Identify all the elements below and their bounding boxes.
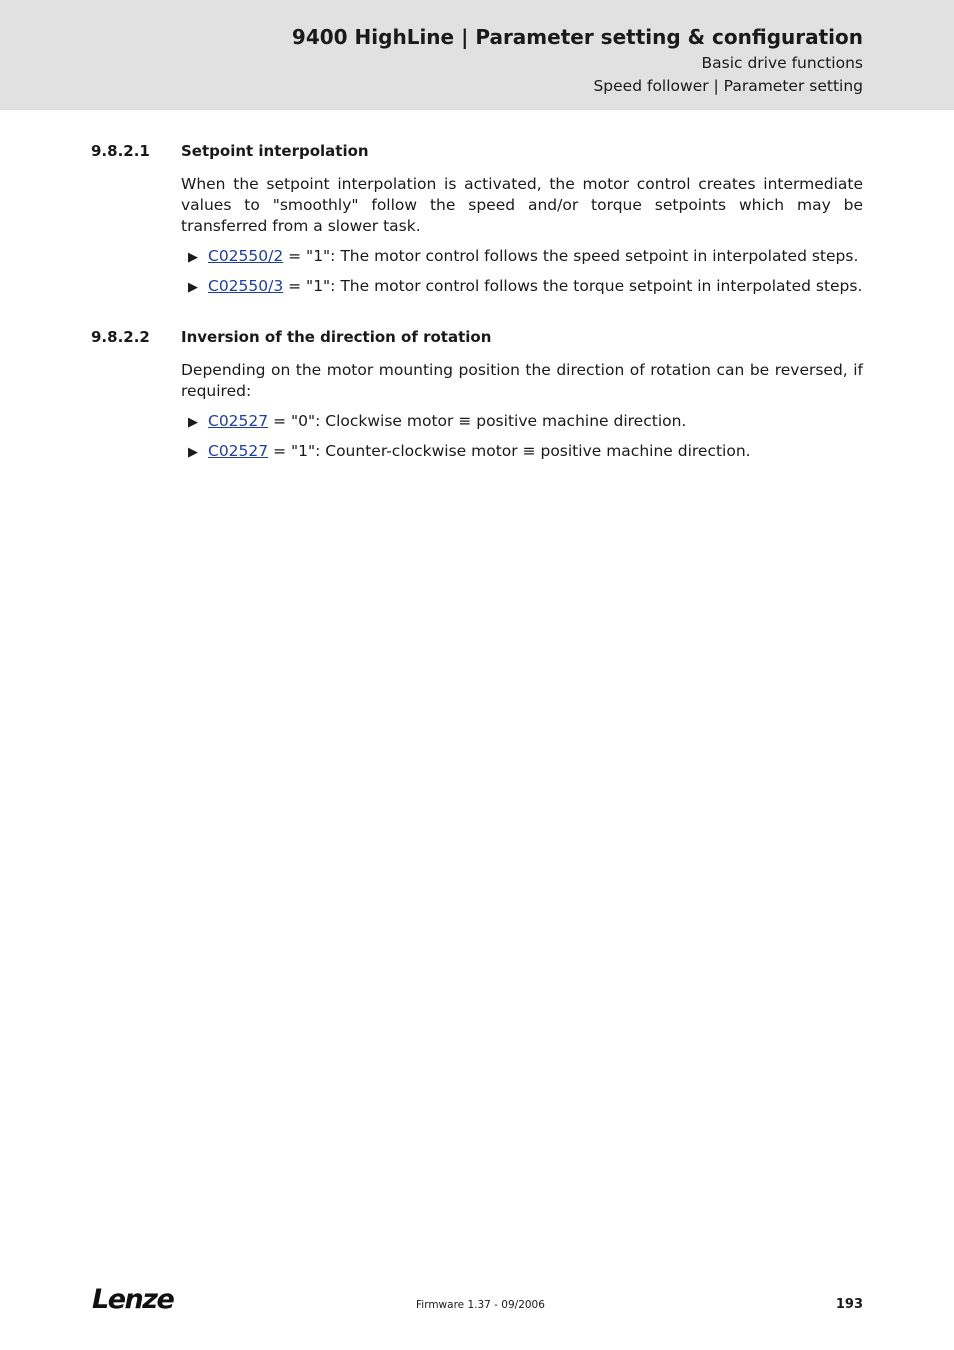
section-paragraph: When the setpoint interpolation is activated, the motor control creates intermediate values to "smoothly" follow the speed and/or torque setpoints which may be transferred from a slower task. [181, 175, 863, 235]
section-number: 9.8.2.1 [91, 142, 150, 160]
header-subtitle-chapter: Basic drive functions [701, 54, 863, 72]
list-item [188, 247, 858, 265]
list-item-text: = "0": Clockwise motor ≡ positive machine direction. [268, 412, 687, 430]
header-subtitle-section: Speed follower | Parameter setting [593, 77, 863, 95]
parameter-link[interactable]: C02527 [208, 442, 269, 460]
parameter-link[interactable]: C02527 [208, 412, 269, 430]
section-title: Setpoint interpolation [181, 142, 369, 160]
list-item [188, 277, 862, 295]
parameter-link[interactable]: C02550/3 [208, 277, 284, 295]
section-title: Inversion of the direction of rotation [181, 328, 492, 346]
list-item-text: = "1": The motor control follows the speed setpoint in interpolated steps. [283, 247, 859, 265]
list-item-text: = "1": Counter-clockwise motor ≡ positive machine direction. [268, 442, 751, 460]
section-paragraph: Depending on the motor mounting position the direction of rotation can be reversed, if required: [181, 361, 863, 400]
arrow-right-icon: ▶ [188, 445, 198, 460]
parameter-link[interactable]: C02550/2 [208, 247, 284, 265]
list-item [188, 412, 686, 430]
page-number: 193 [835, 1297, 863, 1312]
arrow-right-icon: ▶ [188, 415, 198, 430]
list-item [188, 442, 751, 460]
arrow-right-icon: ▶ [188, 280, 198, 295]
list-item-text: = "1": The motor control follows the torque setpoint in interpolated steps. [283, 277, 863, 295]
header-title: 9400 HighLine | Parameter setting & configuration [291, 25, 863, 49]
firmware-version: Firmware 1.37 - 09/2006 [416, 1299, 545, 1311]
page-header [0, 0, 954, 110]
section-number: 9.8.2.2 [91, 328, 150, 346]
lenze-logo: Lenze [92, 1284, 174, 1315]
arrow-right-icon: ▶ [188, 250, 198, 265]
